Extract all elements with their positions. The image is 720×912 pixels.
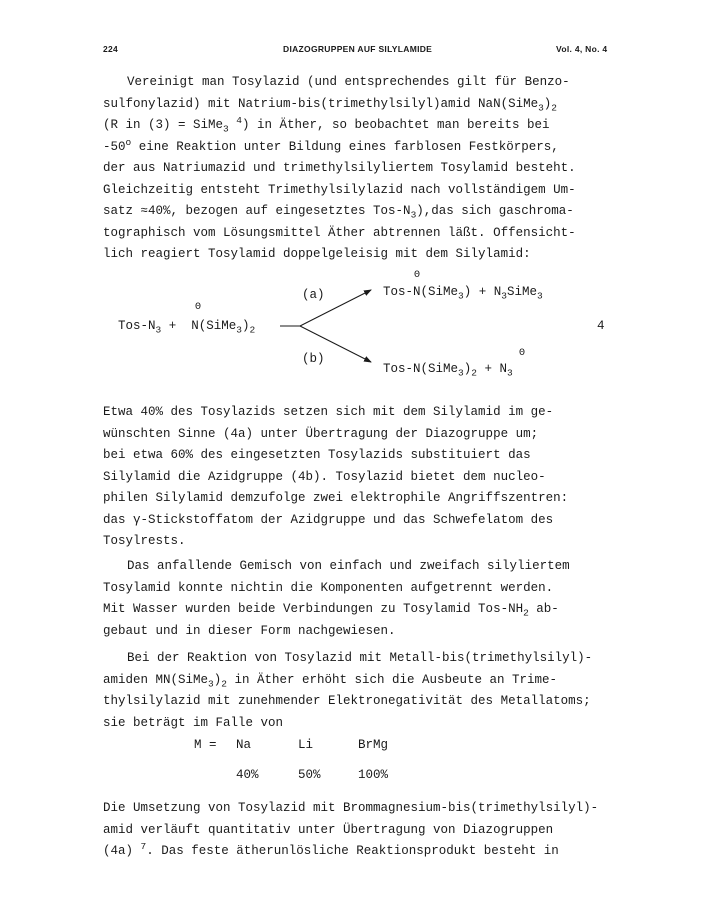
text-line: amid verläuft quantitativ unter Übertragung von Diazogruppen <box>103 822 554 837</box>
text-line: der aus Natriumazid und trimethylsilyliertem Tosylamid besteht. <box>103 161 576 175</box>
text-line: sulfonylazid) mit Natrium-bis(trimethylsilyl)amid $NaN(SiMe_3)_2$ <box>103 96 557 113</box>
text-line: thylsilylazid mit zunehmender Elektronegativität des Metallatoms; <box>103 694 591 708</box>
paragraph-2 <box>103 402 603 553</box>
text-line: tographisch vom Lösungsmittel Äther abtrennen läßt. Offensicht- <box>103 225 576 240</box>
paragraph-4 <box>103 648 603 734</box>
yield-li: 50% <box>298 768 321 782</box>
text-line: -50$^o$ eine Reaktion unter Bildung eines farblosen Festkörpers, <box>103 136 559 154</box>
label-b: (b) <box>302 352 325 366</box>
text-line: das γ-Stickstoffatom der Azidgruppe und das Schwefelatom des <box>103 512 554 527</box>
page-number: 224 <box>103 44 119 54</box>
text-line: wünschten Sinne (4a) unter Übertragung der Diazogruppe um; <box>103 426 539 441</box>
text-line: satz ≈40%, bezogen auf eingesetztes Tos-$N_3),das$ sich gaschroma- <box>103 204 574 221</box>
equation-number: 4 <box>597 319 605 333</box>
text-line: (4a) $^7$. Das feste ätherunlösliche Reaktionsprodukt besteht in <box>103 840 559 858</box>
metal-li: Li <box>298 738 314 752</box>
text-line: (R in (3) = SiMe$_3$ $^4$) in Äther, so beobachtet man bereits bei <box>103 114 550 135</box>
metal-na: Na <box>236 738 252 752</box>
text-line: Etwa 40% des Tosylazids setzen sich mit dem Silylamid im ge- <box>103 405 554 419</box>
text-line: gebaut und in dieser Form nachgewiesen. <box>103 623 396 638</box>
text-line: sie beträgt im Falle von <box>103 715 284 730</box>
text-line: Bei der Reaktion von Tosylazid mit Metall-bis(trimethylsilyl)- <box>127 651 593 665</box>
reactants: Tos-$N_3$ + $N(SiMe_3)_2$ <box>118 319 256 336</box>
product-b: Tos-$N(SiMe_3)_2 + N_3$ <box>383 362 513 379</box>
text-line: Tosylamid konnte nichtin die Komponenten aufgetrennt werden. <box>103 580 554 595</box>
text-line: philen Silylamid demzufolge zwei elektrophile Angriffszentren: <box>103 491 569 505</box>
text-line: Das anfallende Gemisch von einfach und zweifach silyliertem <box>127 559 570 573</box>
paragraph-3 <box>103 556 603 642</box>
anion-charge: Θ <box>195 302 202 313</box>
text-line: Vereinigt man Tosylazid (und entsprechendes gilt für Benzo- <box>127 75 570 89</box>
metal-brmg: BrMg <box>358 738 389 752</box>
metal-label: M = <box>194 738 217 752</box>
text-line: lich reagiert Tosylamid doppelgeleisig mit dem Silylamid: <box>103 247 531 261</box>
text-line: Die Umsetzung von Tosylazid mit Brommagnesium-bis(trimethylsilyl)- <box>103 801 599 815</box>
anion-charge: Θ <box>519 348 526 359</box>
text-line: Gleichzeitig entsteht Trimethylsilylazid nach vollständigem Um- <box>103 182 576 197</box>
yield-brmg: 100% <box>358 768 389 782</box>
text-line: Silylamid die Azidgruppe (4b). Tosylazid bietet dem nucleo- <box>103 469 546 484</box>
label-a: (a) <box>302 288 325 302</box>
running-title: DIAZOGRUPPEN AUF SILYLAMIDE <box>283 44 433 54</box>
text-line: Tosylrests. <box>103 534 186 548</box>
text-line: bei etwa 60% des eingesetzten Tosylazids substituiert das <box>103 448 531 462</box>
volume-label: Vol. 4, No. 4 <box>556 44 608 54</box>
anion-charge: Θ <box>414 270 421 281</box>
product-a: Tos-N(SiMe$_3$) + $N_3SiMe_3$ <box>383 285 543 302</box>
text-line: amiden $MN(SiMe_3)_2$ in Äther erhöht sich die Ausbeute an Trime- <box>103 672 558 689</box>
paragraph-5 <box>103 798 603 863</box>
yield-na: 40% <box>236 768 259 782</box>
text-line: Mit Wasser wurden beide Verbindungen zu Tosylamid Tos-$NH_2$ ab- <box>103 602 559 619</box>
